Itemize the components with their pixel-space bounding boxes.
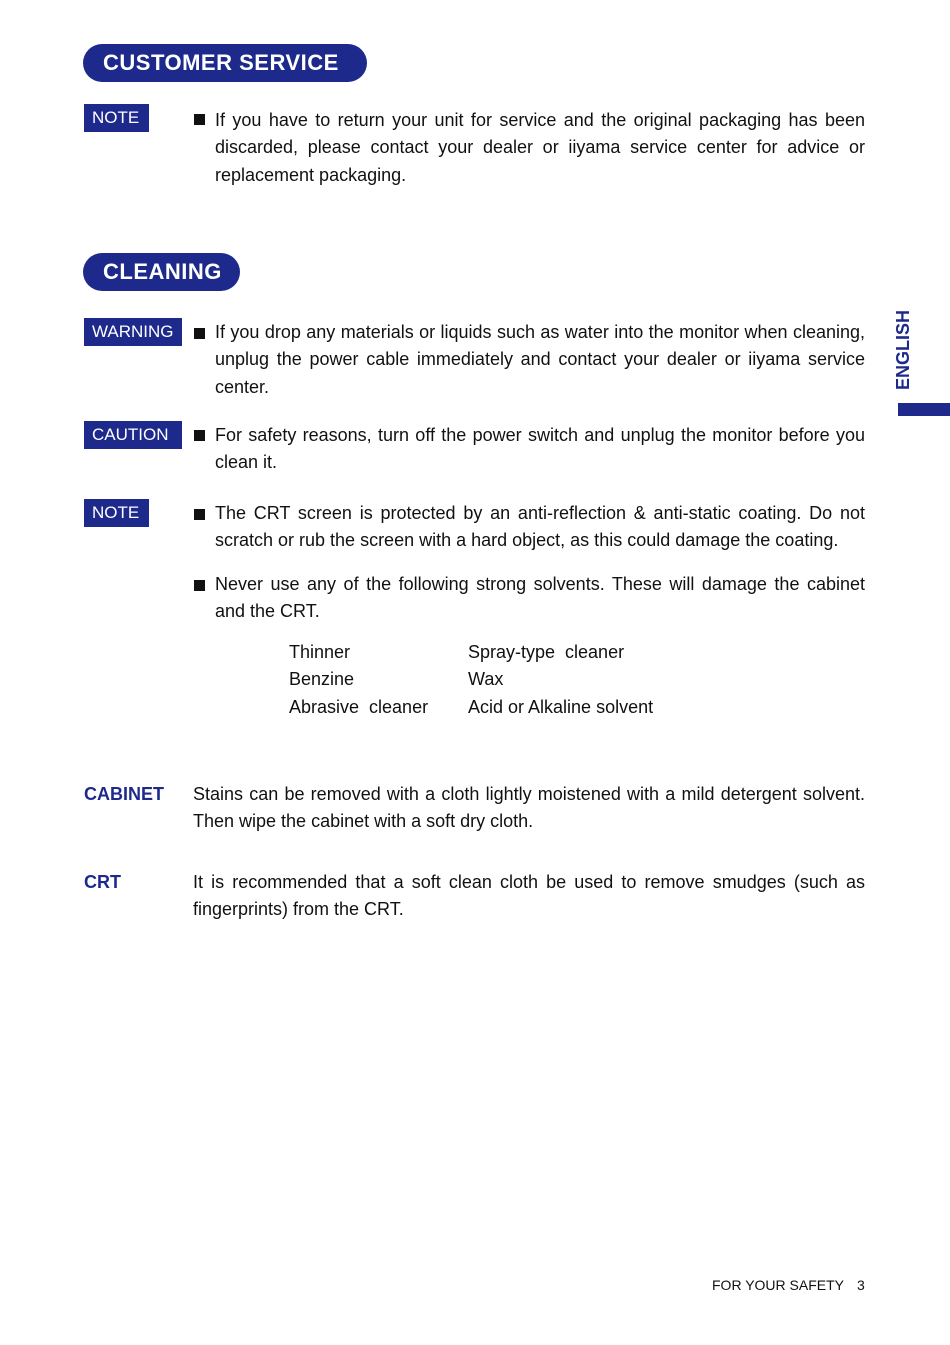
solvent-item: Thinner <box>289 642 351 662</box>
cleaning-heading: CLEANING <box>83 253 240 291</box>
note-tag: NOTE <box>84 104 149 132</box>
note-coating-text: The CRT screen is protected by an anti-reflection & anti-static coating. Do not scratch or rub the screen with a hard object, as this could damage the coating. <box>215 503 865 551</box>
cabinet-text: Stains can be removed with a cloth lightly moistened with a mild detergent solvent. Then wipe the cabinet with a soft dry cloth. <box>193 784 865 832</box>
warning-tag: WARNING <box>84 318 182 346</box>
footer-section-title: FOR YOUR SAFETY <box>712 1277 844 1293</box>
cabinet-label: CABINET <box>84 784 164 804</box>
crt-label: CRT <box>84 872 121 892</box>
solvent-item: Abrasive cleaner <box>289 697 429 717</box>
bullet-icon <box>194 430 205 441</box>
caution-tag: CAUTION <box>84 421 182 449</box>
solvent-item: Acid or Alkaline solvent <box>468 697 654 717</box>
bullet-icon <box>194 328 205 339</box>
customer-service-note-text: If you have to return your unit for service and the original packaging has been discarded, please contact your dealer or iiyama service center for advice or replacement packaging. <box>215 110 865 185</box>
language-tab-label: ENGLISH <box>893 309 913 390</box>
customer-service-heading: CUSTOMER SERVICE <box>83 44 367 82</box>
bullet-icon <box>194 580 205 591</box>
solvent-item: Wax <box>468 669 504 689</box>
note-tag: NOTE <box>84 499 149 527</box>
crt-text: It is recommended that a soft clean cloth be used to remove smudges (such as fingerprints) from the CRT. <box>193 872 865 920</box>
page-number: 3 <box>857 1277 865 1293</box>
language-tab-bar <box>898 403 950 416</box>
solvent-item: Benzine <box>289 669 355 689</box>
note-solvents-text: Never use any of the following strong solvents. These will damage the cabinet and the CRT. <box>215 574 865 622</box>
solvent-item: Spray-type cleaner <box>468 642 625 662</box>
bullet-icon <box>194 509 205 520</box>
caution-text: For safety reasons, turn off the power switch and unplug the monitor before you clean it. <box>215 425 865 473</box>
bullet-icon <box>194 114 205 125</box>
warning-text: If you drop any materials or liquids such as water into the monitor when cleaning, unplug the power cable immediately and contact your dealer or iiyama service center. <box>215 322 865 397</box>
